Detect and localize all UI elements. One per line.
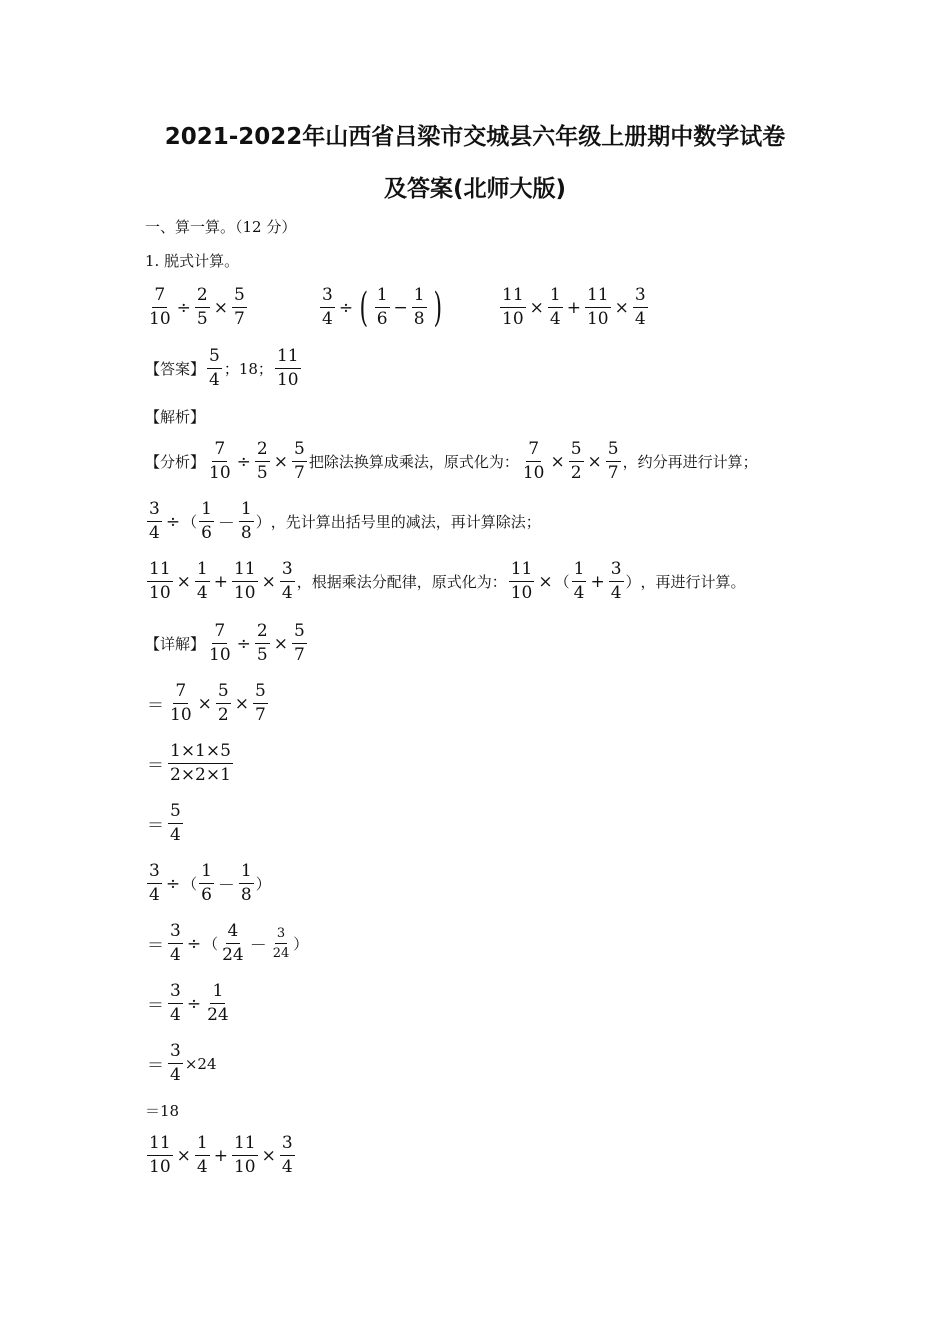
detail-line-3: ＝ $\frac{1\times 1\times 5}{2\times 2\times 1}$ <box>147 741 231 785</box>
detail-line-9: ＝18 <box>145 1102 180 1120</box>
problem-b: $\frac{3}{4}$ ÷ ( $\frac{1}{6}$ − $\frac{1}{8}$ ) <box>322 284 442 331</box>
section-heading: 一、算一算。（12 分） <box>145 218 297 236</box>
question-1: 1. 脱式计算。 <box>145 252 240 270</box>
doc-title-line2: 及答案(北师大版) <box>383 176 567 202</box>
analysis-line-1: 【分析】 $\frac{7}{10}$ ÷ $\frac{2}{5}$ × $\frac{5}{7}$ 把除法换算成乘法，原式化为： $\frac{7}{10}$ × $\frac{5}{2}$ × $\frac{5}{7}$ ，约分再进行计算； <box>145 439 758 483</box>
problem-c: $\frac{11}{10}$ × $\frac{1}{4}$ + $\frac{11}{10}$ × $\frac{3}{4}$ <box>502 285 646 329</box>
doc-title-line1: 2021-2022年山西省吕梁市交城县六年级上册期中数学试卷 <box>164 124 786 150</box>
analysis-line-3: $\frac{11}{10}$ × $\frac{1}{4}$ + $\frac{11}{10}$ × $\frac{3}{4}$ ，根据乘法分配律，原式化为： $\frac{11}{10}$ × （ $\frac{1}{4}$ + $\frac{3}{4}$ ） ，再进行计算。 <box>149 559 746 603</box>
detail-line-7: ＝ $\frac{3}{4}$ ÷ $\frac{1}{24}$ <box>147 981 229 1025</box>
detail-line-8: ＝ $\frac{3}{4}$ ×24 <box>147 1041 217 1085</box>
detail-line-6: ＝ $\frac{3}{4}$ ÷ （ $\frac{4}{24}$ － $\frac{3}{24}$ ） <box>147 921 309 965</box>
problem-a: $\frac{7}{10}$ ÷ $\frac{2}{5}$ × $\frac{5}{7}$ <box>149 285 245 329</box>
analysis-line-2: $\frac{3}{4}$ ÷ （ $\frac{1}{6}$ － $\frac{1}{8}$ ） ，先计算出括号里的减法，再计算除法； <box>149 499 541 543</box>
detail-line-2: ＝ $\frac{7}{10}$ × $\frac{5}{2}$ × $\frac{5}{7}$ <box>147 681 266 725</box>
answer-line: 【答案】 $\frac{5}{4}$ ；18； $\frac{11}{10}$ <box>145 346 299 390</box>
detail-line-4: ＝ $\frac{5}{4}$ <box>147 801 181 845</box>
analysis-tag: 【解析】 <box>145 408 206 426</box>
detail-line-5: $\frac{3}{4}$ ÷ （ $\frac{1}{6}$ － $\frac{1}{8}$ ） <box>149 861 271 905</box>
detail-line-10: $\frac{11}{10}$ × $\frac{1}{4}$ + $\frac{11}{10}$ × $\frac{3}{4}$ <box>149 1133 293 1177</box>
detail-line-1: 【详解】 $\frac{7}{10}$ ÷ $\frac{2}{5}$ × $\frac{5}{7}$ <box>145 621 305 665</box>
